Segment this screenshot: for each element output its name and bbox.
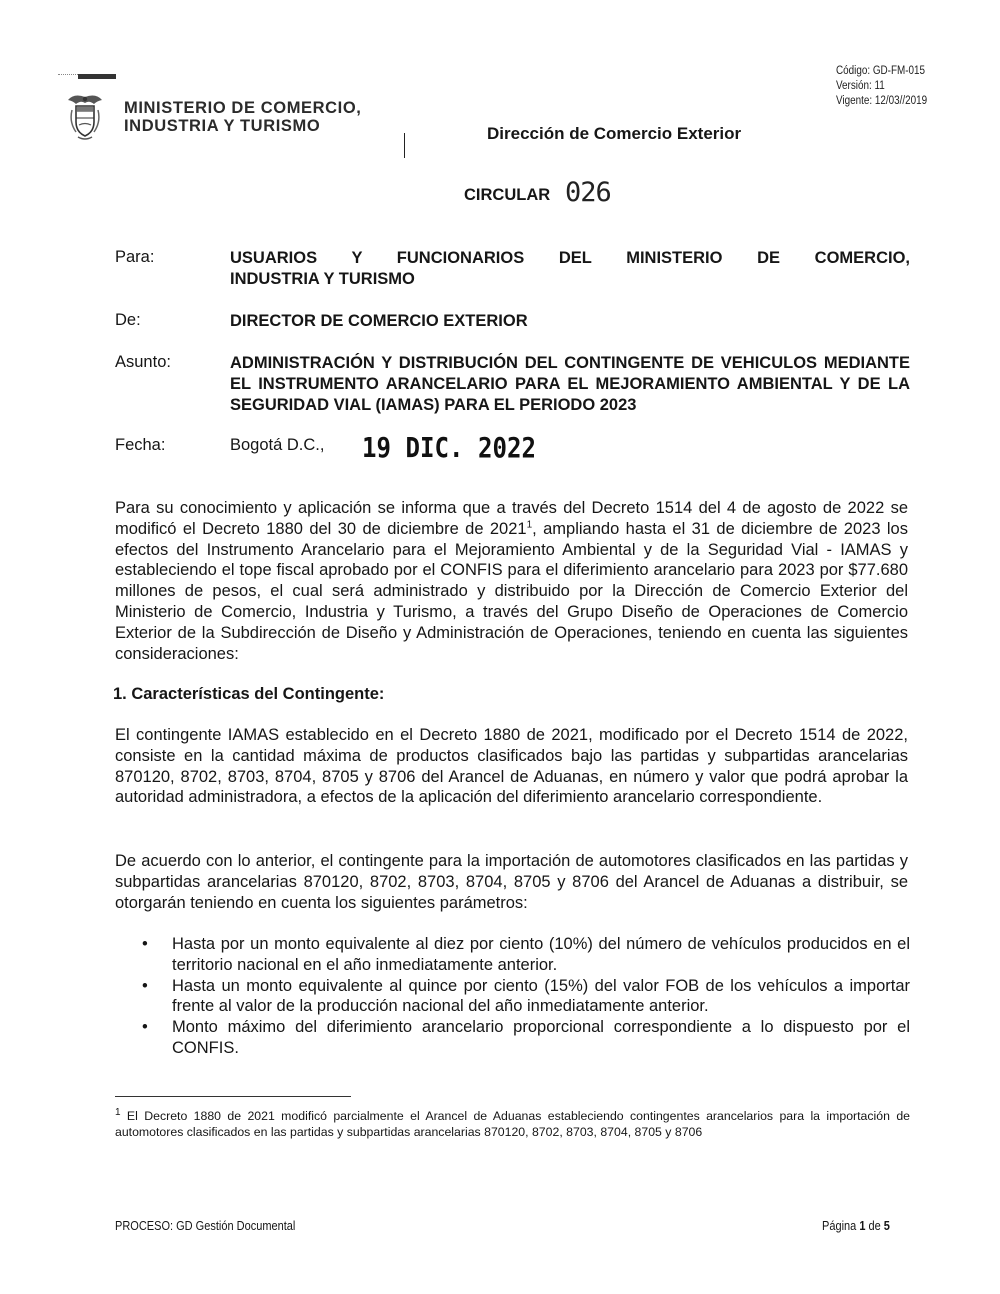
form-valid-date: Vigente: 12/03//2019 — [836, 95, 928, 107]
footnote-divider — [115, 1096, 351, 1097]
total-pages: 5 — [883, 1219, 890, 1233]
fecha-label: Fecha: — [115, 436, 166, 454]
bullet-icon: • — [142, 1018, 148, 1037]
section-1-heading: 1. Características del Contingente: — [113, 685, 385, 703]
page-number: Página 1 de 5 — [822, 1219, 890, 1233]
list-item: • Hasta un monto equivalente al quince por ciento (15%) del valor FOB de los vehículos a importar frente al valor de la producción nacional del año inmediatamente anterior. — [142, 976, 910, 1016]
fecha-place: Bogotá D.C., — [230, 436, 325, 454]
parameters-paragraph: De acuerdo con lo anterior, el contingente para la importación de automotores clasificados en las partidas y subpartidas arancelarias 870120, 8702, 8703, 8704, 8705 y 8706 del Arancel de Aduanas a distribuir, se otorgarán teniendo en cuenta los siguientes parámetros: — [115, 852, 908, 912]
footnote — [115, 1108, 910, 1140]
parameters-list — [115, 934, 910, 1059]
circular-label: CIRCULAR — [464, 186, 551, 204]
footer-process: PROCESO: GD Gestión Documental — [115, 1219, 296, 1233]
date-stamp: 19 DIC. 2022 — [362, 431, 536, 464]
direction-title: Dirección de Comercio Exterior — [487, 124, 742, 143]
intro-text-part1: Para su conocimiento y aplicación se informa que a través del Decreto 1514 del 4 de agosto de 2022 se modificó el Decreto 1880 del 30 de diciembre de 2021 — [115, 499, 908, 538]
characteristics-paragraph: El contingente IAMAS establecido en el Decreto 1880 de 2021, modificado por el Decreto 1514 de 2022, consiste en la cantidad máxima de productos clasificados bajo las partidas y subpartidas arancelarias 870120, 8702, 8703, 8704, 8705 y 8706 del Arancel de Aduanas, en número y valor que podrá aprobar la autoridad administradora, a efectos de la aplicación del diferimiento arancelario correspondiente. — [115, 726, 908, 807]
coat-of-arms-icon — [64, 92, 106, 142]
de-value: DIRECTOR DE COMERCIO EXTERIOR — [230, 312, 528, 330]
circular-number: 026 — [565, 177, 611, 208]
ministry-name — [124, 99, 361, 135]
header-decorative-bar — [58, 74, 116, 79]
form-code: Código: GD-FM-015 — [836, 65, 926, 77]
ministry-name-line2: INDUSTRIA Y TURISMO — [124, 117, 321, 135]
bullet-icon: • — [142, 976, 148, 995]
intro-paragraph — [115, 498, 908, 664]
para-value-line2: INDUSTRIA Y TURISMO — [230, 270, 415, 288]
ministry-name-line1: MINISTERIO DE COMERCIO, — [124, 99, 362, 117]
bullet-icon: • — [142, 935, 148, 953]
intro-text-part2: , ampliando hasta el 31 de diciembre de 2023 los efectos del Instrumento Arancelario para el Mejoramiento Ambiental y de la Seguridad Vial - IAMAS y estableciendo el tope fiscal aprobado por el CONFIS para el diferimiento arancelario para 2023 por $77.680 millones de pesos, el cual será administrado y distribuido por la Dirección de Comercio Exterior del Ministerio de Comercio, Industria y Turismo, a través del Grupo Diseño de Operaciones de Comercio Exterior de la Subdirección de Diseño y Administración de Operaciones, teniendo en cuenta las siguientes consideraciones: — [115, 519, 908, 663]
asunto-value: ADMINISTRACIÓN Y DISTRIBUCIÓN DEL CONTINGENTE DE VEHICULOS MEDIANTE EL INSTRUMENTO ARANCELARIO PARA EL MEJORAMIENTO AMBIENTAL Y DE LA SEGURIDAD VIAL (IAMAS) PARA EL PERIODO 2023 — [230, 354, 910, 414]
para-value-line1: USUARIOS Y FUNCIONARIOS DEL MINISTERIO DE COMERCIO, — [230, 249, 910, 267]
footnote-text: El Decreto 1880 de 2021 modificó parcialmente el Arancel de Aduanas estableciendo contingentes arancelarios para la importación de automotores clasificados en las partidas y subpartidas arancelarias 870120, 8702, 8703, 8704, 8705 y 8706 — [115, 1109, 910, 1139]
para-label: Para: — [115, 248, 155, 266]
de-label: De: — [115, 311, 141, 329]
list-item: • Hasta por un monto equivalente al diez por ciento (10%) del número de vehículos producidos en el territorio nacional en el año inmediatamente anterior. — [142, 935, 910, 974]
current-page: 1 — [859, 1219, 866, 1233]
form-version: Versión: 11 — [836, 80, 885, 92]
form-metadata — [836, 64, 927, 109]
header-divider — [404, 133, 405, 158]
list-item: • Monto máximo del diferimiento arancelario proporcional correspondiente a lo dispuesto por el CONFIS. — [142, 1018, 910, 1057]
footnote-reference: 1 — [526, 519, 533, 531]
asunto-label: Asunto: — [115, 353, 171, 371]
footnote-mark: 1 — [115, 1106, 121, 1118]
